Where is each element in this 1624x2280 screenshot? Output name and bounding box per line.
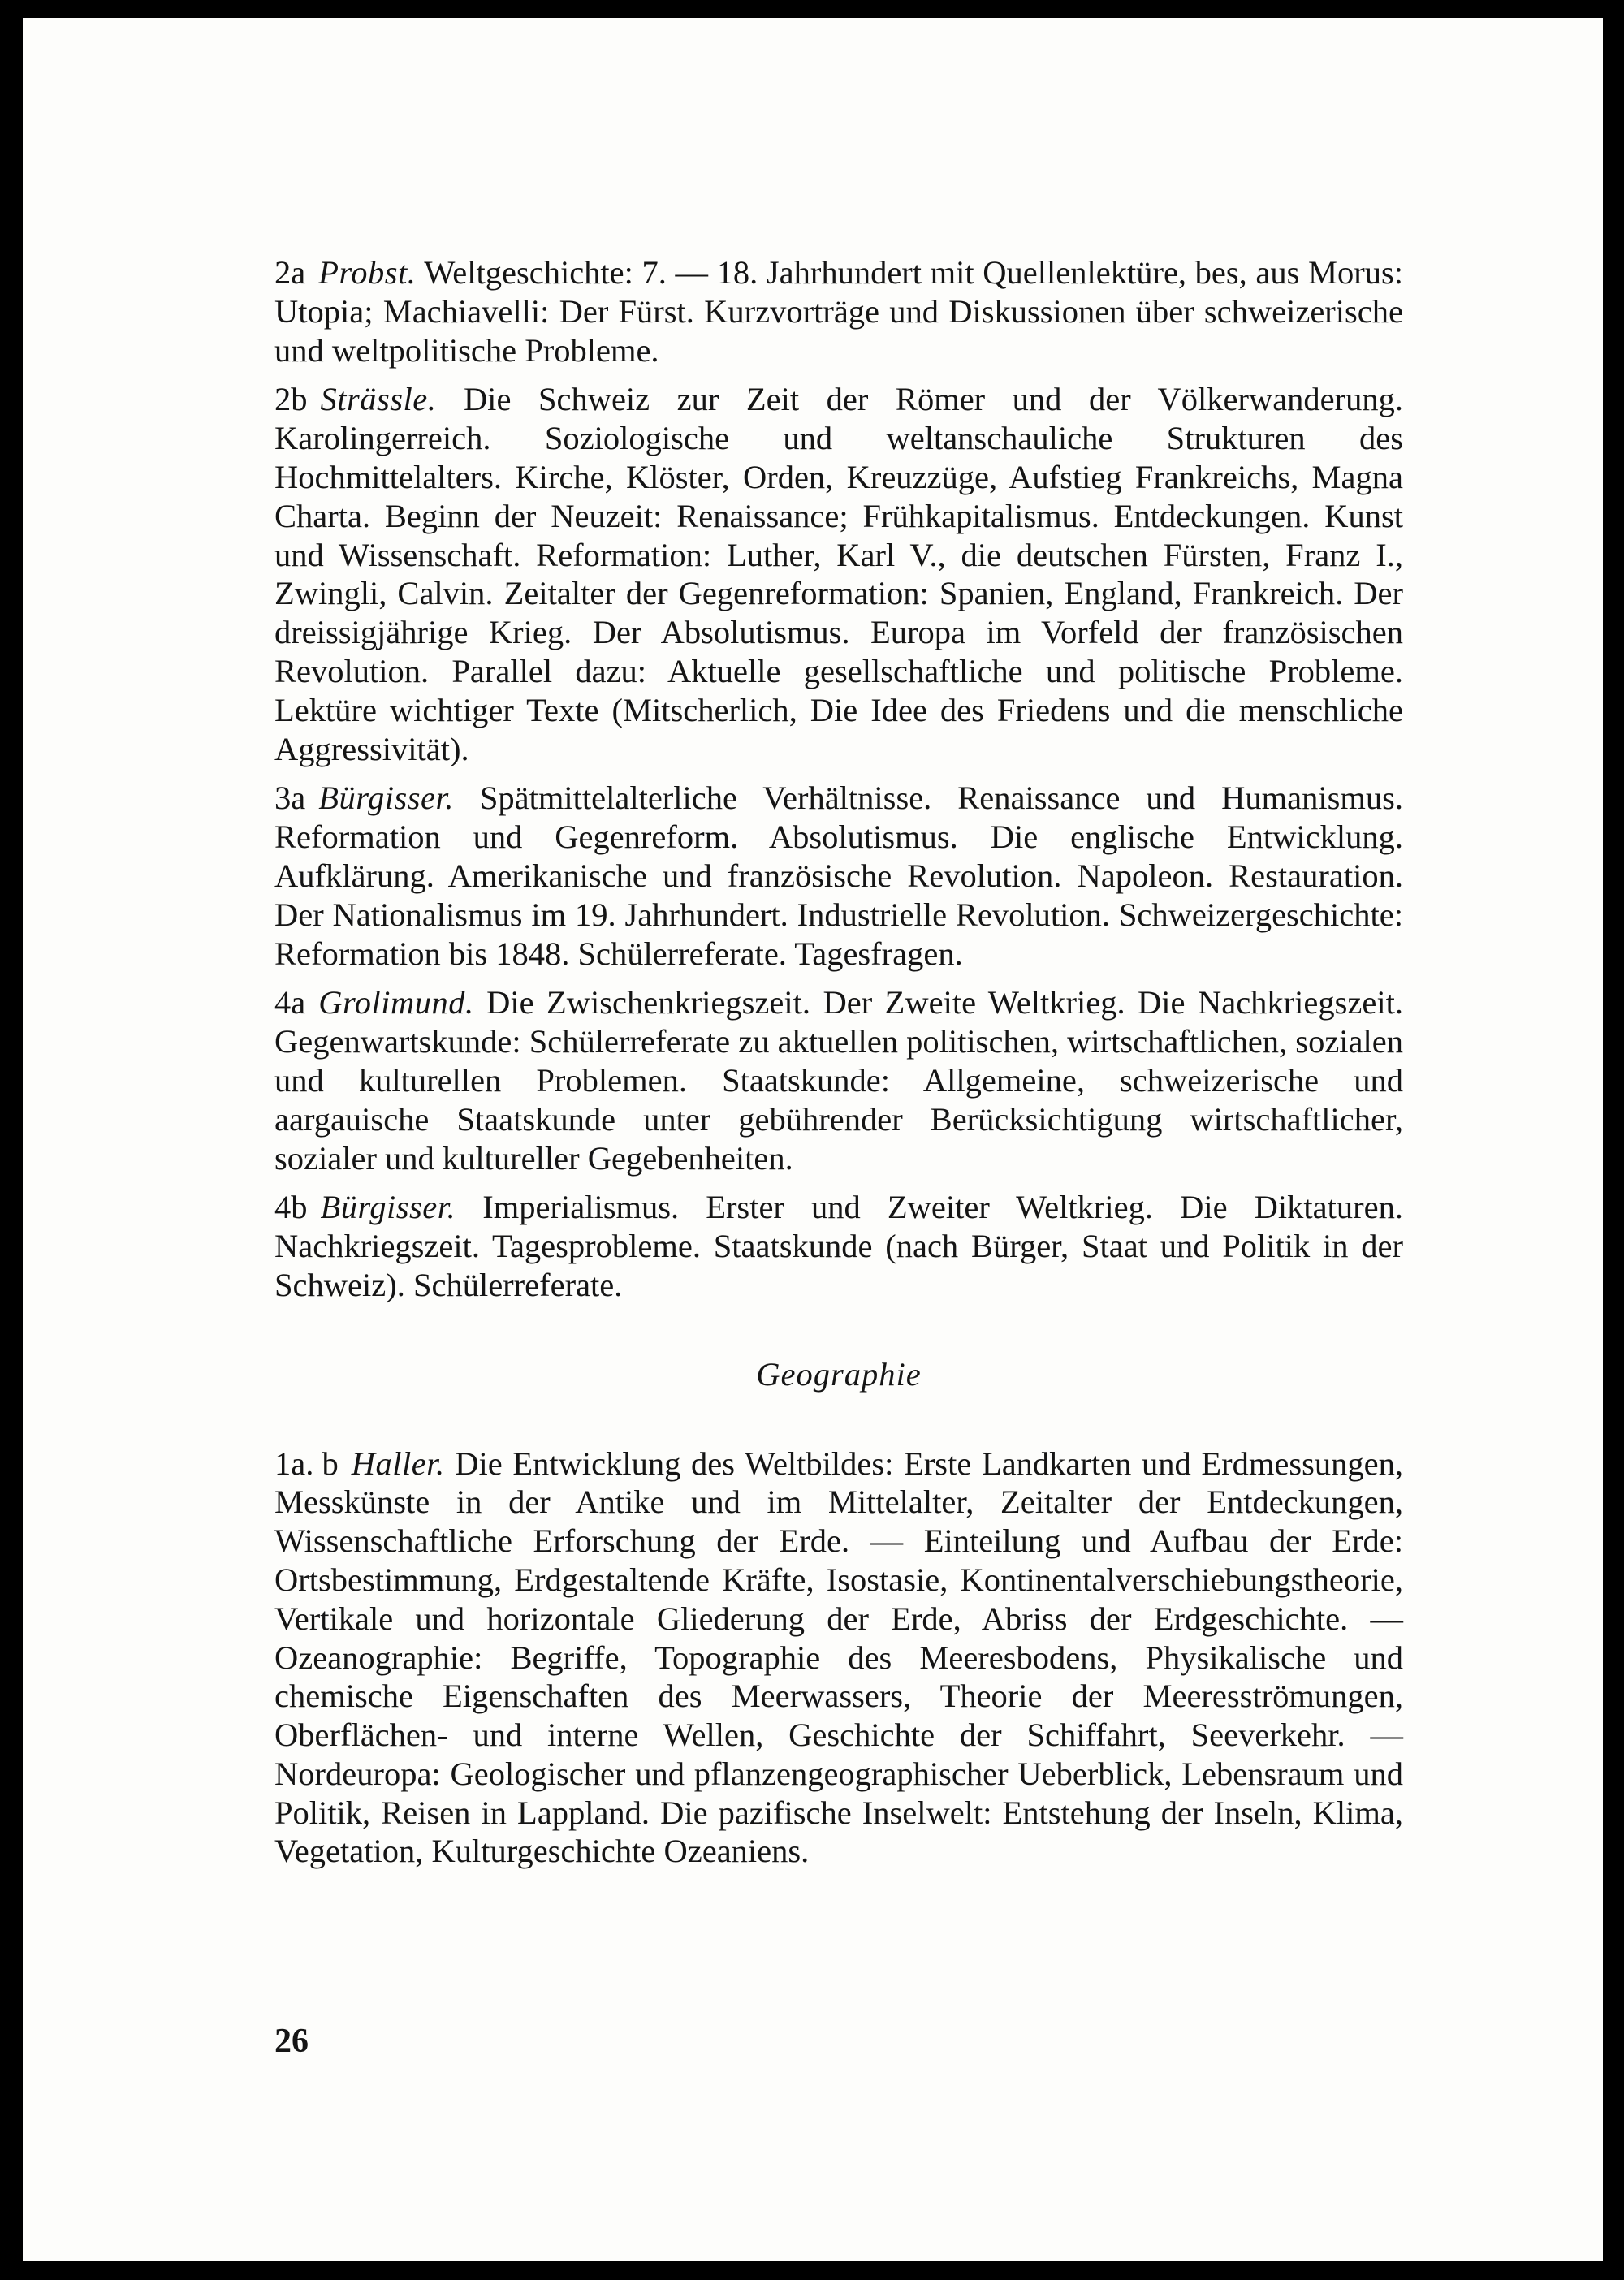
- class-code: 1a. b: [274, 1444, 339, 1482]
- class-code: 3a: [274, 779, 306, 817]
- class-code: 4b: [274, 1189, 308, 1226]
- course-entry-1ab: [274, 1444, 1403, 1872]
- course-description: Imperialismus. Erster und Zweiter Weltkrieg. Die Diktaturen. Nachkriegszeit. Tagesprobleme. Staatskunde (nach Bürger, Staat und Politik in der Schweiz). Schülerreferate.: [274, 1189, 1403, 1303]
- page-content: [274, 253, 1403, 1881]
- teacher-name: Bürgisser.: [318, 779, 454, 817]
- class-code: 4a: [274, 984, 306, 1021]
- course-description: Die Zwischenkriegszeit. Der Zweite Weltkrieg. Die Nachkriegszeit. Gegenwartskunde: Schülerreferate zu aktuellen politischen, wirtschaftlichen, sozialen und kulturellen Problemen. Staatskunde: Allgemeine, schweizerische und aargauische Staatskunde unter gebührender Berücksichtigung wirtschaftlicher, sozialer und kultureller Gegebenheiten.: [274, 984, 1403, 1177]
- course-entry-2b: [274, 380, 1403, 768]
- teacher-name: Grolimund.: [318, 984, 474, 1021]
- course-entry-4b: [274, 1188, 1403, 1304]
- course-entry-3a: [274, 779, 1403, 973]
- class-code: 2b: [274, 381, 308, 418]
- course-description: Die Entwicklung des Weltbildes: Erste Landkarten und Erdmessungen, Messkünste in der Antike und im Mittelalter, Zeitalter der Entdeckungen, Wissenschaftliche Erforschung der Erde. — Einteilung und Aufbau der Erde: Ortsbestimmung, Erdgestaltende Kräfte, Isostasie, Kontinentalverschiebungstheorie, Vertikale und horizontale Gliederung der Erde, Abriss der Erdgeschichte. — Ozeanographie: Begriffe, Topographie des Meeresbodens, Physikalische und chemische Eigenschaften des Meerwassers, Theorie der Meeresströmungen, Oberflächen- und interne Wellen, Geschichte der Schiffahrt, Seeverkehr. — Nordeuropa: Geologischer und pflanzengeographischer Ueberblick, Lebensraum und Politik, Reisen in Lappland. Die pazifische Inselwelt: Entstehung der Inseln, Klima, Vegetation, Kulturgeschichte Ozeaniens.: [274, 1444, 1404, 1870]
- page-number: 26: [274, 2023, 309, 2060]
- teacher-name: Bürgisser.: [320, 1189, 456, 1226]
- class-code: 2a: [274, 254, 306, 291]
- teacher-name: Strässle.: [320, 381, 437, 418]
- course-entry-2a: [274, 253, 1403, 369]
- course-description: Spätmittelalterliche Verhältnisse. Renaissance und Humanismus. Reformation und Gegenreform. Absolutismus. Die englische Entwicklung. Aufklärung. Amerikanische und französische Revolution. Napoleon. Restauration. Der Nationalismus im 19. Jahrhundert. Industrielle Revolution. Schweizergeschichte: Reformation bis 1848. Schülerreferate. Tagesfragen.: [274, 779, 1403, 972]
- teacher-name: Probst.: [318, 254, 417, 291]
- document-page: [23, 18, 1603, 2261]
- course-description: Die Schweiz zur Zeit der Römer und der Völkerwanderung. Karolingerreich. Soziologische und weltanschauliche Strukturen des Hochmittelalters. Kirche, Klöster, Orden, Kreuzzüge, Aufstieg Frankreichs, Magna Charta. Beginn der Neuzeit: Renaissance; Frühkapitalismus. Entdeckungen. Kunst und Wissenschaft. Reformation: Luther, Karl V., die deutschen Fürsten, Franz I., Zwingli, Calvin. Zeitalter der Gegenreformation: Spanien, England, Frankreich. Der dreissigjährige Krieg. Der Absolutismus. Europa im Vorfeld der französischen Revolution. Parallel dazu: Aktuelle gesellschaftliche und politische Probleme. Lektüre wichtiger Texte (Mitscherlich, Die Idee des Friedens und die menschliche Aggressivität).: [274, 381, 1404, 767]
- course-description: Weltgeschichte: 7. — 18. Jahrhundert mit Quellenlektüre, bes, aus Morus: Utopia; Machiavelli: Der Fürst. Kurzvorträge und Diskussionen über schweizerische und weltpolitische Probleme.: [274, 254, 1403, 369]
- course-entry-4a: [274, 983, 1403, 1177]
- teacher-name: Haller.: [351, 1444, 445, 1482]
- section-heading: Geographie: [756, 1355, 922, 1393]
